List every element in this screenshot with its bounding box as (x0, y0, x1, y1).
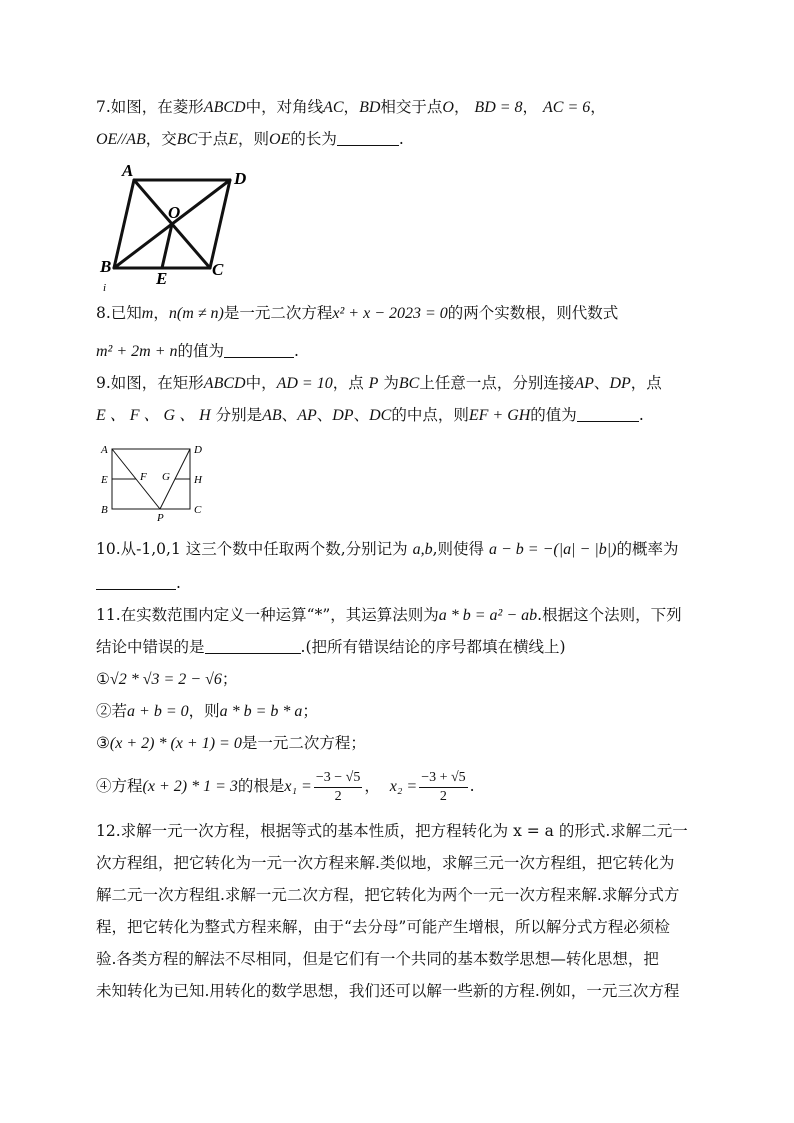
label-p: P (157, 512, 164, 522)
q11-option-2: ②若a + b = 0，则a * b = b * a； (96, 702, 318, 720)
label-a: A (101, 444, 108, 456)
label-e: E (101, 474, 108, 486)
q9-line-1: 9.如图，在矩形ABCD中，AD = 10，点 P 为BC上任意一点，分别连接AP、DP，点 (96, 374, 662, 392)
label-d: D (194, 444, 202, 456)
answer-blank-q10[interactable] (96, 575, 176, 590)
stray-mark: i (103, 282, 107, 294)
q12-line-3: 解二元一次方程组.求解一元二次方程，把它转化为两个一元一次方程来解.求解分式方 (96, 886, 680, 904)
fraction-x1: $\frac{-3 - √5}{2}$ (315, 769, 361, 804)
answer-blank-q8[interactable] (224, 343, 294, 358)
q11-line-2: 结论中错误的是 .(把所有错误结论的序号都填在横线上) (96, 638, 566, 656)
label-b: B (101, 504, 108, 516)
label-a: A (122, 161, 134, 180)
answer-blank-q11[interactable] (205, 639, 301, 654)
q8-line-1: 8.已知m，n(m ≠ n)是一元二次方程x² + x − 2023 = 0的两个实数根，则代数式 (96, 304, 619, 322)
fraction-x2: $\frac{-3 + √5}{2}$ (421, 769, 466, 804)
q12-line-5: 验.各类方程的解法不尽相同，但是它们有一个共同的基本数学思想—转化思想，把 (96, 950, 659, 968)
q11-line-1: 11.在实数范围内定义一种运算“*”，其运算法则为a * b = a² − ab.根据这个法则，下列 (96, 606, 682, 624)
q10-line-2: . (96, 572, 181, 594)
q8-line-2: m² + 2m + n的值为 . (96, 342, 299, 360)
q11-option-4: ④方程(x + 2) * 1 = 3的根是x₁ = $\frac{-3 - √5}{2}$ ， x₂ = $\frac{-3 + √5}{2}$ . (96, 769, 475, 804)
q11-option-3: ③(x + 2) * (x + 1) = 0是一元二次方程； (96, 734, 366, 752)
answer-blank-q7[interactable] (337, 131, 399, 146)
label-e: E (156, 269, 168, 288)
label-c: C (194, 504, 202, 516)
q12-line-4: 程，把它转化为整式方程来解，由于“去分母”可能产生增根，所以解分式方程必须检 (96, 918, 670, 936)
q7-rhombus-figure (96, 158, 256, 298)
q12-line-6: 未知转化为已知.用转化的数学思想，我们还可以解一些新的方程.例如，一元三次方程 (96, 982, 680, 1000)
q11-option-1: ①√2 * √3 = 2 − √6； (96, 670, 238, 688)
label-g: G (162, 471, 170, 483)
label-h: H (194, 474, 202, 486)
q9-line-2: E 、 F 、 G 、 H 分别是AB、AP、DP、DC的中点，则EF + GH的值为 . (96, 406, 644, 424)
label-f: F (140, 471, 147, 483)
label-d: D (234, 169, 247, 188)
q12-line-2: 次方程组，把它转化为一元一次方程来解.类似地，求解三元一次方程组，把它转化为 (96, 854, 675, 872)
q7-line-1: 7.如图，在菱形ABCD中，对角线AC，BD相交于点O， BD = 8， AC = 6， (96, 98, 606, 116)
q7-line-2: OE//AB，交BC于点E，则OE的长为 . (96, 130, 404, 148)
q10-line-1: 10.从-1,0,1 这三个数中任取两个数,分别记为 a,b,则使得 a − b = −(|a| − |b|)的概率为 (96, 540, 679, 558)
q9-rectangle-figure (96, 440, 216, 522)
label-o: O (168, 203, 181, 222)
answer-blank-q9[interactable] (577, 407, 639, 422)
label-c: C (212, 260, 224, 279)
label-b: B (100, 257, 112, 276)
q12-line-1: 12.求解一元一次方程，根据等式的基本性质，把方程转化为 x = a 的形式.求解二元一 (96, 822, 688, 840)
